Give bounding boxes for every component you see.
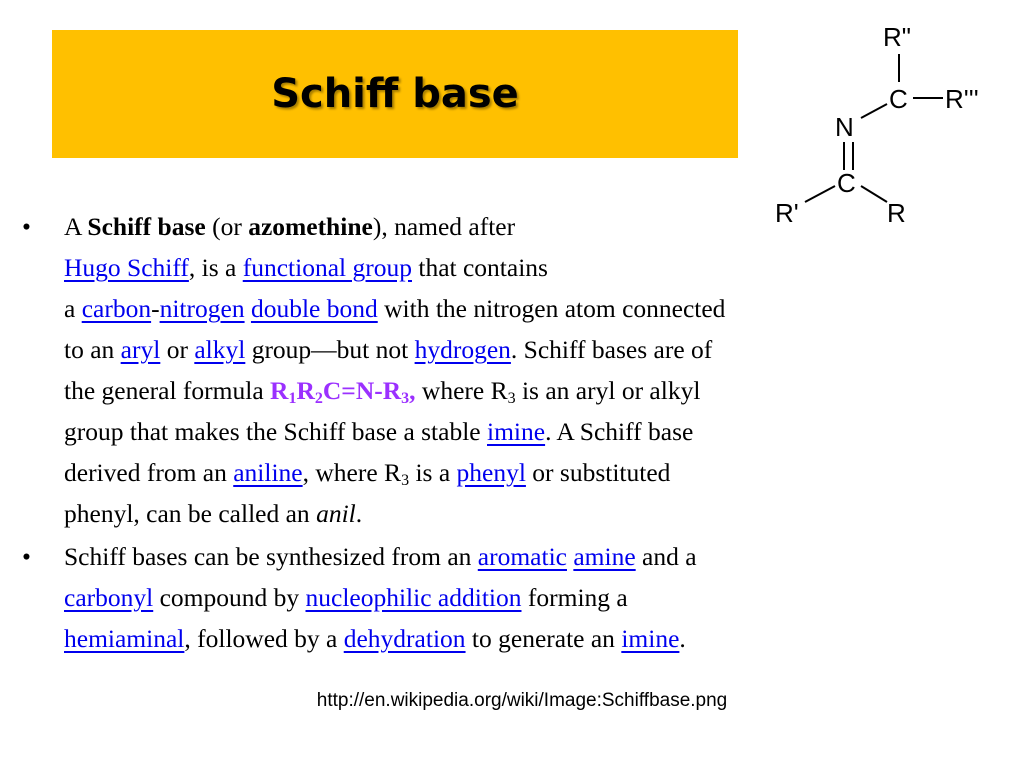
text-run: . (355, 499, 363, 528)
link-aryl[interactable]: aryl (120, 335, 161, 364)
bond-c-r (861, 186, 887, 202)
text-line (64, 618, 990, 659)
text-line (64, 577, 990, 618)
text-line (64, 411, 990, 452)
text-run: that contains (411, 253, 548, 282)
text-run: to generate an (465, 624, 622, 653)
link-double-bond[interactable]: double bond (250, 294, 378, 323)
text-run: ), named after (372, 212, 516, 241)
link-carbonyl[interactable]: carbonyl (64, 583, 154, 612)
atom-r-triple-prime: R''' (945, 84, 979, 114)
text-line (64, 452, 990, 493)
link-hydrogen[interactable]: hydrogen (414, 335, 511, 364)
bullet-dot: • (22, 212, 31, 241)
link-functional-group[interactable]: functional group (242, 253, 412, 282)
text-run: the general formula (64, 376, 271, 405)
schiff-base-structure (765, 14, 1010, 234)
text-line (64, 206, 990, 247)
link-carbon[interactable]: carbon (81, 294, 152, 323)
link-aniline[interactable]: aniline (233, 458, 303, 487)
text-run: group—but not (245, 335, 415, 364)
title-box (52, 30, 738, 158)
subscript: 3 (401, 472, 410, 489)
text-run: compound by (153, 583, 306, 612)
text-run: , followed by a (184, 624, 344, 653)
formula-part: C=N-R (322, 376, 402, 405)
link-alkyl[interactable]: alkyl (194, 335, 246, 364)
text-run: group that makes the Schiff base a stable (64, 417, 487, 446)
text-run: to an (64, 335, 121, 364)
link-imine-2[interactable]: imine (621, 624, 680, 653)
slide-body (20, 206, 990, 661)
text-run: , is a (188, 253, 243, 282)
text-line (64, 329, 990, 370)
term-azomethine: azomethine (248, 212, 373, 241)
bullet-item-2 (20, 536, 990, 659)
link-nitrogen[interactable]: nitrogen (159, 294, 245, 323)
text-run: and a (635, 542, 697, 571)
link-hugo-schiff[interactable]: Hugo Schiff (64, 253, 189, 282)
text-line (64, 247, 990, 288)
atom-c-top: C (889, 84, 908, 114)
text-run: - (151, 294, 160, 323)
formula-subscript: 3 (401, 390, 410, 407)
atom-r: R (887, 198, 906, 228)
bullet-dot: • (22, 542, 31, 571)
formula-part: , (409, 376, 416, 405)
subscript: 3 (507, 390, 516, 407)
term-anil: anil (316, 499, 356, 528)
image-source-url: http://en.wikipedia.org/wiki/Image:Schiffbase.png (316, 690, 728, 711)
link-hemiaminal[interactable]: hemiaminal (64, 624, 185, 653)
text-line (64, 536, 990, 577)
text-run: phenyl, can be called an (64, 499, 317, 528)
text-run: is an aryl or alkyl (515, 376, 701, 405)
atom-c-bottom: C (837, 168, 856, 198)
link-aromatic[interactable]: aromatic (477, 542, 567, 571)
formula-subscript: 2 (314, 390, 323, 407)
formula-part: R (296, 376, 315, 405)
link-dehydration[interactable]: dehydration (343, 624, 466, 653)
text-run: a (64, 294, 82, 323)
text-run: A (64, 212, 88, 241)
text-line (64, 370, 990, 411)
formula-part: R (270, 376, 289, 405)
atom-r-prime: R' (775, 198, 799, 228)
text-run: (or (205, 212, 249, 241)
term-schiff-base: Schiff base (87, 212, 206, 241)
text-run: , where R (302, 458, 402, 487)
text-run: is a (409, 458, 457, 487)
link-nucleophilic-addition[interactable]: nucleophilic addition (305, 583, 522, 612)
slide-title: Schiff base (271, 71, 519, 117)
text-run: derived from an (64, 458, 234, 487)
atom-n: N (835, 112, 854, 142)
link-amine[interactable]: amine (573, 542, 636, 571)
text-run: forming a (521, 583, 628, 612)
link-phenyl[interactable]: phenyl (456, 458, 526, 487)
bullet-content-1 (64, 206, 990, 534)
text-run: Schiff bases can be synthesized from an (64, 542, 478, 571)
link-imine[interactable]: imine (487, 417, 546, 446)
text-run: or (160, 335, 195, 364)
bond-c-r-prime (805, 186, 835, 202)
text-run: where R (415, 376, 508, 405)
bullet-item-1 (20, 206, 990, 534)
bullet-content-2 (64, 536, 990, 659)
bond-n-c-top (861, 104, 887, 118)
text-line (64, 288, 990, 329)
text-run: with the nitrogen atom connected (377, 294, 726, 323)
formula-subscript: 1 (288, 390, 297, 407)
atom-r-double-prime: R" (883, 22, 912, 52)
text-run: . Schiff bases are of (510, 335, 713, 364)
text-line (64, 493, 990, 534)
text-run: or substituted (525, 458, 671, 487)
general-formula (270, 376, 416, 405)
text-run: . A Schiff base (545, 417, 694, 446)
text-run: . (679, 624, 686, 653)
